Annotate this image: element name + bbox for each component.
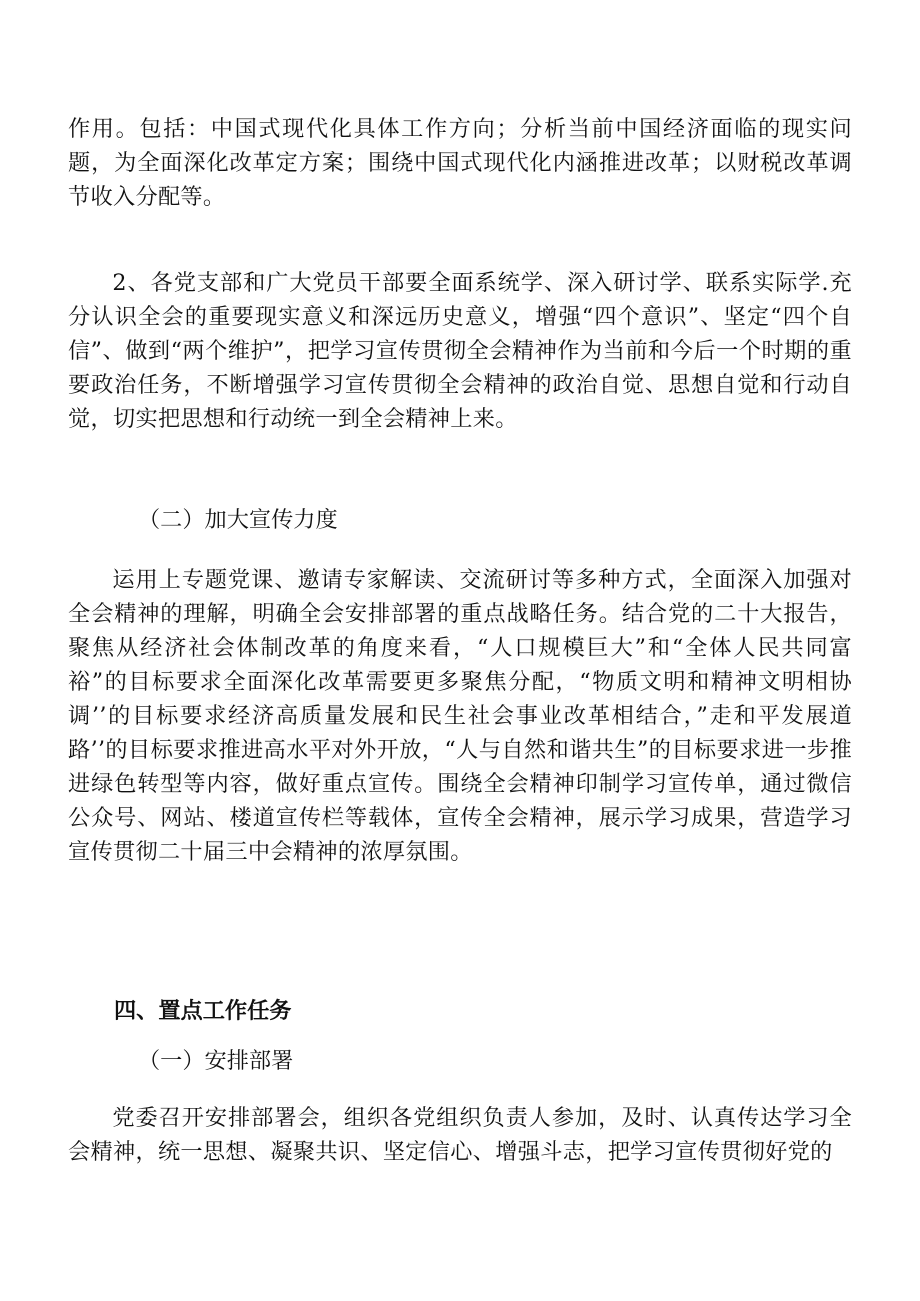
paragraph-publicity: 运用上专题党课、邀请专家解读、交流研讨等多种方式，全面深入加强对全会精神的理解，明确全会安排部署的重点战略任务。结合党的二十大报告，聚焦从经济社会体制改革的角度来看，“人口规模巨大”和“全体人民共同富裕”的目标要求全面深化改革需要更多聚焦分配，“物质文明和精神文明相协调’’的目标要求经济高质量发展和民生社会事业改革相结合，”走和平发展道路’’的目标要求推进高水平对外开放，“人与自然和谐共生”的目标要求进一步推进绿色转型等内容，做好重点宣传。围绕全会精神印制学习宣传单，通过微信公众号、网站、楼道宣传栏等载体，宣传全会精神，展示学习成果，营造学习宣传贯彻二十届三中会精神的浓厚氛围。	[68, 567, 852, 865]
paragraph-arrangement: 党委召开安排部署会，组织各党组织负责人参加，及时、认真传达学习全会精神，统一思想、凝聚共识、坚定信心、增强斗志，把学习宣传贯彻好党的	[68, 1105, 852, 1165]
section-heading-four: 四、置点工作任务	[114, 998, 292, 1024]
paragraph-intro-continuation: 作用。包括：中国式现代化具体工作方向；分析当前中国经济面临的现实问题，为全面深化改革定方案；围绕中国式现代化内涵推进改革；以财税改革调节收入分配等。	[68, 116, 852, 210]
subheading-arrangement: （一）安排部署	[138, 1048, 294, 1074]
subheading-publicity: （二）加大宣传力度	[138, 507, 338, 533]
paragraph-item-2: 2、各党支部和广大党员干部要全面系统学、深入研讨学、联系实际学.充分认识全会的重要现实意义和深远历史意义，增强“四个意识”、坚定“四个自信”、做到“两个维护”，把学习宣传贯彻全会精神作为当前和今后一个时期的重要政治任务，不断增强学习宣传贯彻全会精神的政治自觉、思想自觉和行动自觉，切实把思想和行动统一到全会精神上来。	[68, 270, 852, 432]
